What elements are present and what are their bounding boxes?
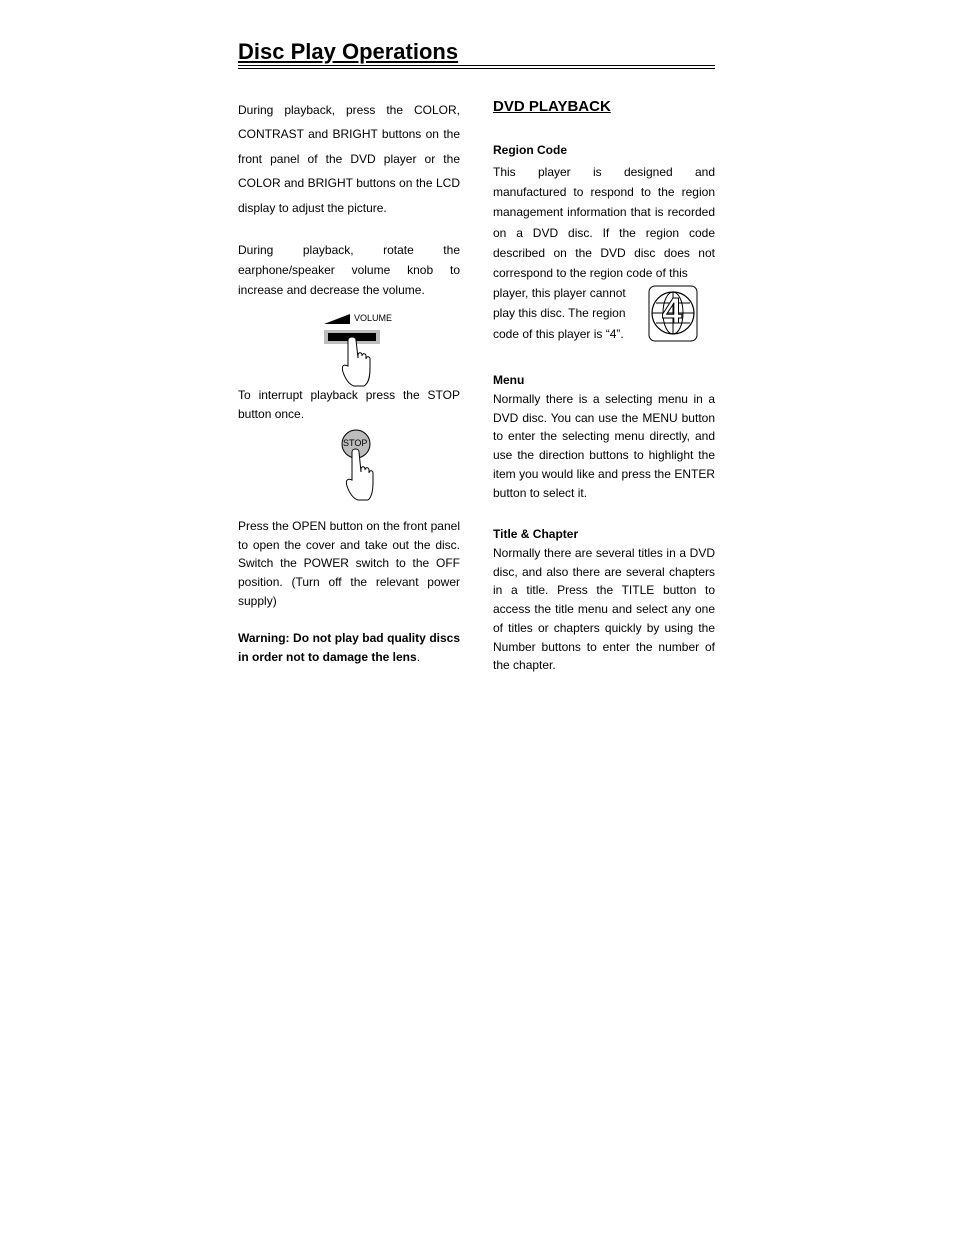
region-code-title: Region Code <box>493 143 567 157</box>
page-title: Disc Play Operations <box>238 39 459 64</box>
warning-block <box>238 629 460 666</box>
left-column <box>238 98 460 220</box>
region-code-paragraph: This player is designed and manufactured to respond to the region management information that is recorded on a DVD disc. If the region code described on the DVD disc does not correspond to the region code of this <box>493 165 715 281</box>
region-code-paragraph-narrow: player, this player cannot play this disc. The region code of this player is “4”. <box>493 286 626 341</box>
volume-knob-figure <box>318 310 418 390</box>
stop-paragraph: To interrupt playback press the STOP button once. <box>238 388 460 421</box>
title-rule-bottom <box>238 68 715 69</box>
open-paragraph-block <box>238 517 460 611</box>
stop-paragraph-block <box>238 386 460 423</box>
stop-label: STOP <box>343 438 368 448</box>
warning-period: . <box>416 649 421 664</box>
title-chapter-title: Title & Chapter <box>493 527 579 541</box>
menu-block <box>493 372 715 502</box>
title-chapter-paragraph: Normally there are several titles in a DVD disc, and also there are several chapters in a title. Press the TITLE button to access the title menu and select any one of titles or chapters quickly by using the Number buttons to enter the number of the chapter. <box>493 546 715 673</box>
volume-label: VOLUME <box>354 313 393 323</box>
stop-button-figure <box>330 426 390 506</box>
open-cover-paragraph: Press the OPEN button on the front panel to open the cover and take out the disc. Switch the POWER switch to the OFF position. (Turn off the relevant power supply) <box>238 519 460 608</box>
title-chapter-block <box>493 526 715 675</box>
region-number: 4 <box>662 290 683 331</box>
volume-paragraph-block <box>238 240 460 301</box>
title-rule-top <box>238 65 715 66</box>
warning-paragraph <box>238 629 460 666</box>
picture-adjust-paragraph: During playback, press the COLOR, CONTRAST and BRIGHT buttons on the front panel of the DVD player or the COLOR and BRIGHT buttons on the LCD display to adjust the picture. <box>238 103 460 215</box>
warning-text: Warning: Do not play bad quality discs in order not to damage the lens <box>238 631 460 664</box>
volume-paragraph: During playback, rotate the earphone/speaker volume knob to increase and decrease the volume. <box>238 243 460 298</box>
region-4-icon <box>648 285 698 342</box>
menu-title: Menu <box>493 373 525 387</box>
dvd-playback-heading-block <box>493 98 715 115</box>
menu-paragraph: Normally there is a selecting menu in a DVD disc. You can use the MENU button to enter the selecting menu directly, and use the direction buttons to highlight the item you would like and press the ENTER button to select it. <box>493 392 715 500</box>
section-heading: DVD PLAYBACK <box>493 98 611 115</box>
